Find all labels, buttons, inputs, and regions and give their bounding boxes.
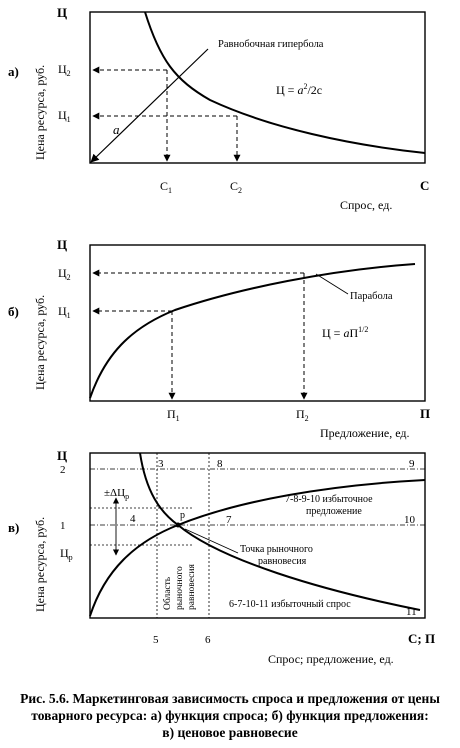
parabola-leader-line bbox=[316, 274, 348, 294]
caption-line-3: в) ценовое равновесие bbox=[162, 725, 298, 740]
panel-c-frame bbox=[90, 453, 425, 618]
panel-b-x-title: Предложение, ед. bbox=[320, 426, 410, 440]
panel-a-formula: $Ц = а^2/2с$ bbox=[276, 82, 323, 97]
panel-b bbox=[8, 237, 430, 440]
point-1: 1 bbox=[60, 520, 66, 532]
panel-a-y-letter: Ц bbox=[57, 5, 68, 20]
caption-line-2: товарного ресурса: а) функция спроса; б) функция предложения: bbox=[31, 708, 429, 723]
panel-a-x-title: Спрос, ед. bbox=[340, 198, 393, 212]
equilibrium-region-label-2: рыночного bbox=[175, 566, 185, 610]
panel-a-y-title: Цена ресурса, руб. bbox=[33, 64, 47, 160]
panel-c-y-title: Цена ресурса, руб. bbox=[33, 516, 47, 612]
point-9: 9 bbox=[409, 458, 415, 470]
caption-line-1: Рис. 5.6. Маркетинговая зависимость спроса и предложения от цены bbox=[20, 691, 440, 706]
equilibrium-region-label-1: Область bbox=[163, 576, 173, 610]
point-11: 11 bbox=[406, 606, 417, 618]
price-band-label: $\pm\Delta Ц_р$ bbox=[104, 487, 130, 501]
point-7: 7 bbox=[226, 514, 232, 526]
point-5: 5 bbox=[153, 634, 159, 646]
equilibrium-point-label: р bbox=[180, 510, 185, 521]
panel-c-label: в) bbox=[8, 520, 20, 535]
point-4: 4 bbox=[130, 513, 136, 525]
panel-a-xtick-c2: $С_2$ bbox=[230, 179, 243, 195]
panel-b-formula: $Ц = аП^{1/2}$ bbox=[322, 325, 369, 340]
panel-b-y-title: Цена ресурса, руб. bbox=[33, 294, 47, 390]
panel-a-x-letter: С bbox=[420, 178, 430, 193]
point-10: 10 bbox=[404, 514, 415, 526]
figure-caption bbox=[0, 690, 460, 741]
panel-b-xtick-p2: $П_2$ bbox=[296, 407, 309, 423]
panel-a-ytick-c1: $Ц_1$ bbox=[58, 108, 71, 124]
market-equilibrium-leader bbox=[185, 529, 238, 553]
panel-b-x-letter: П bbox=[420, 406, 431, 421]
panel-b-ytick-c1: $Ц_1$ bbox=[58, 304, 71, 320]
panel-a-label: а) bbox=[8, 64, 19, 79]
panel-a-vector-label: a bbox=[113, 122, 120, 137]
panel-b-label: б) bbox=[8, 304, 19, 319]
parabola-label: Парабола bbox=[350, 291, 393, 302]
panel-b-y-letter: Ц bbox=[57, 237, 68, 252]
point-2: 2 bbox=[60, 464, 66, 476]
panel-b-ytick-c2: $Ц_2$ bbox=[58, 266, 71, 282]
market-equilibrium-label-1: Точка рыночного bbox=[240, 544, 313, 555]
panel-a-ytick-c2: $Ц_2$ bbox=[58, 62, 71, 78]
panel-b-xtick-p1: $П_1$ bbox=[167, 407, 180, 423]
panel-c bbox=[8, 448, 435, 666]
hyperbola-label: Равнобочная гипербола bbox=[218, 39, 324, 50]
panel-c-x-title: Спрос; предложение, ед. bbox=[268, 652, 394, 666]
panel-c-y-letter: Ц bbox=[57, 448, 68, 463]
point-6: 6 bbox=[205, 634, 211, 646]
market-equilibrium-label-2: равновесия bbox=[258, 556, 307, 567]
excess-supply-label-1: 7-8-9-10 избыточное bbox=[285, 494, 373, 505]
equilibrium-region-label-3: равновесия bbox=[187, 564, 197, 610]
excess-demand-label: 6-7-10-11 избыточный спрос bbox=[229, 599, 351, 610]
panel-a-frame bbox=[90, 12, 425, 163]
panel-a-vector-a bbox=[91, 49, 208, 162]
equilibrium-point bbox=[176, 523, 181, 528]
equilibrium-price-label: $Ц_р$ bbox=[60, 546, 73, 562]
panel-a-xtick-c1: $С_1$ bbox=[160, 179, 173, 195]
excess-supply-label-2: предложение bbox=[306, 506, 362, 517]
point-3: 3 bbox=[158, 458, 164, 470]
panel-c-x-letter: С; П bbox=[408, 631, 436, 646]
panel-a bbox=[8, 5, 429, 212]
point-8: 8 bbox=[217, 458, 223, 470]
